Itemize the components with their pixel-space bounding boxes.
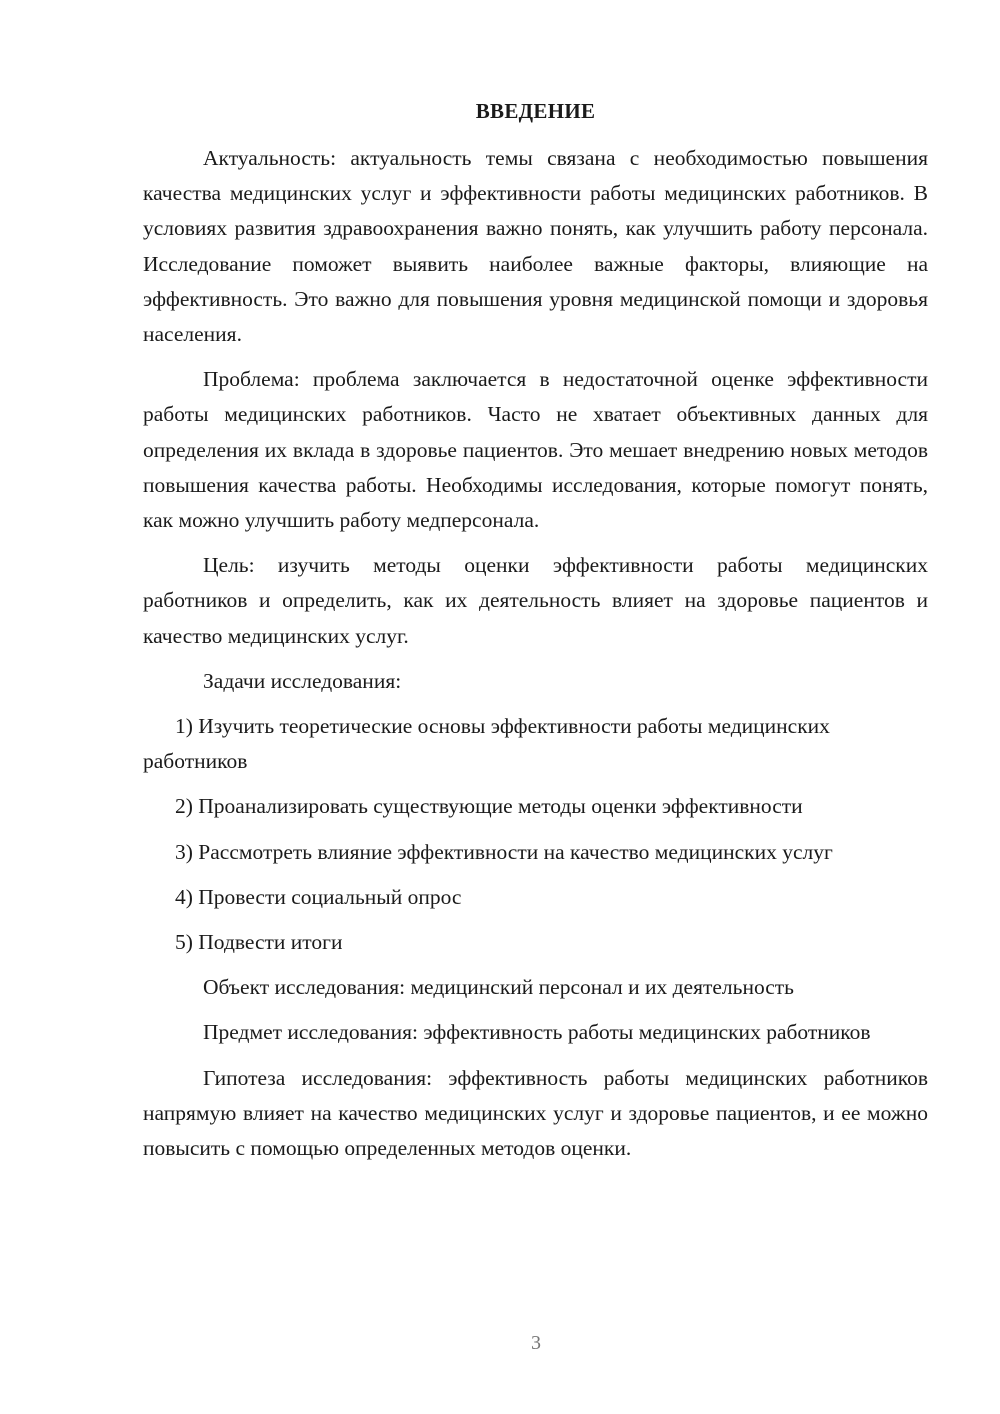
paragraph-problem: Проблема: проблема заключается в недостаточной оценке эффективности работы медицинских работников. Часто не хватает объективных данных для определения их вклада в здоровье пациентов. Это мешает внедрению новых методов повышения качества работы. Необходимы исследования, которые помогут понять, как можно улучшить работу медперсонала.	[143, 367, 928, 533]
paragraph-relevance: Актуальность: актуальность темы связана с необходимостью повышения качества медицинских услуг и эффективности работы медицинских работников. В условиях развития здравоохранения важно понять, как улучшить работу персонала. Исследование поможет выявить наиболее важные факторы, влияющие на эффективность. Это важно для повышения уровня медицинской помощи и здоровья населения.	[143, 146, 928, 347]
paragraph-subject: Предмет исследования: эффективность работы медицинских работников	[203, 1020, 871, 1045]
document-page	[143, 94, 928, 1176]
task-item-4: 4) Провести социальный опрос	[175, 884, 462, 909]
paragraph-hypothesis: Гипотеза исследования: эффективность работы медицинских работников напрямую влияет на качество медицинских услуг и здоровье пациентов, и ее можно повысить с помощью определенных методов оценки.	[143, 1065, 928, 1161]
paragraph-goal: Цель: изучить методы оценки эффективности работы медицинских работников и определить, как их деятельность влияет на здоровье пациентов и качество медицинских услуг.	[143, 553, 928, 648]
task-item-1: 1) Изучить теоретические основы эффективности работы медицинских работников	[143, 714, 830, 774]
paragraph-object: Объект исследования: медицинский персонал и их деятельность	[203, 975, 794, 1000]
tasks-heading: Задачи исследования:	[203, 668, 402, 693]
task-item-2: 2) Проанализировать существующие методы оценки эффективности	[175, 794, 803, 819]
task-item-5: 5) Подвести итоги	[175, 930, 343, 955]
task-item-3: 3) Рассмотреть влияние эффективности на качество медицинских услуг	[175, 839, 833, 864]
page-number: 3	[531, 1332, 541, 1354]
section-heading: ВВЕДЕНИЕ	[475, 99, 596, 123]
